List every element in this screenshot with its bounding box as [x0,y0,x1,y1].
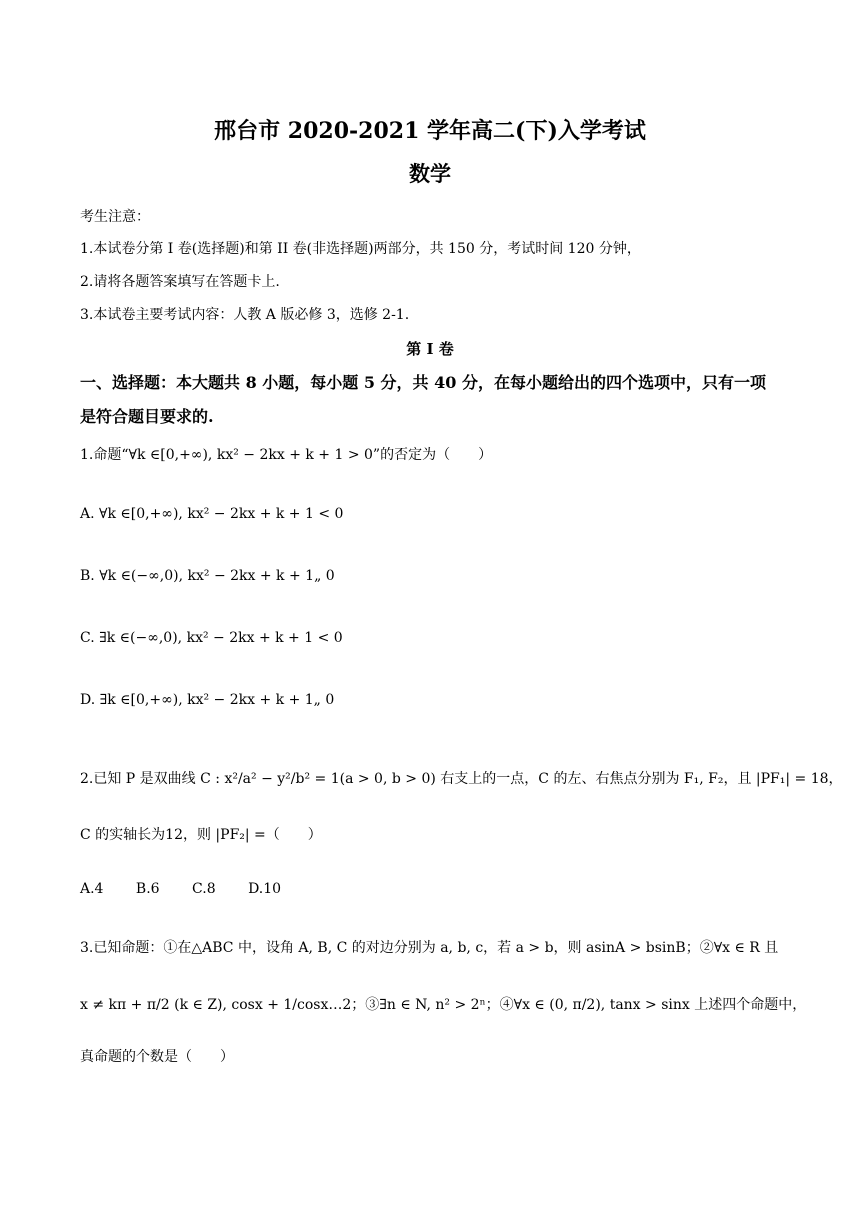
q2-options [80,881,309,897]
exam-subject: 数学 [409,161,451,186]
q2-option-a: A.4 [80,881,104,897]
section-title: 第 I 卷 [406,340,454,358]
q1-option-a: A. ∀k ∈[0,+∞), kx² − 2kx + k + 1 < 0 [80,506,344,522]
q1-option-d: D. ∃k ∈[0,+∞), kx² − 2kx + k + 1„ 0 [80,692,335,708]
q1-option-c: C. ∃k ∈(−∞,0), kx² − 2kx + k + 1 < 0 [80,630,343,646]
notice-item-1: 1.本试卷分第 I 卷(选择题)和第 II 卷(非选择题)两部分，共 150 分，考试时间 120 分钟， [80,241,641,257]
q2-option-b: B.6 [135,881,160,897]
q2-option-d: D.10 [248,881,282,897]
notice-item-3: 3.本试卷主要考试内容：人教 A 版必修 3，选修 2-1. [80,307,410,323]
section-instructions-line2: 是符合题目要求的. [80,407,214,426]
q2-option-c: C.8 [192,881,216,897]
q1-option-b: B. ∀k ∈(−∞,0), kx² − 2kx + k + 1„ 0 [80,568,335,584]
notice-heading: 考生注意： [80,209,150,225]
section-instructions-line1: 一、选择题：本大题共 8 小题，每小题 5 分，共 40 分，在每小题给出的四个选项中，只有一项 [80,373,766,392]
q2-stem-line2: C 的实轴长为12，则 |PF₂| =（ ） [80,827,322,843]
q3-stem-line1: 3.已知命题：①在△ABC 中，设角 A, B, C 的对边分别为 a, b, c，若 a > b，则 asinA > bsinB；②∀x ∈ R 且 [80,940,779,956]
q1-stem: 1.命题“∀k ∈[0,+∞), kx² − 2kx + k + 1 > 0”的否定为（ ） [80,447,493,463]
notice-item-2: 2.请将各题答案填写在答题卡上. [80,274,280,290]
q3-stem-line2: x ≠ kπ + π/2 (k ∈ Z), cosx + 1/cosx…2；③∃n ∈ N, n² > 2ⁿ；④∀x ∈ (0, π/2), tanx > sinx 上述四个命题中， [80,997,807,1013]
q3-stem-line3: 真命题的个数是（ ） [80,1049,234,1065]
exam-title: 邢台市 2020-2021 学年高二(下)入学考试 [214,118,646,144]
q2-stem-line1: 2.已知 P 是双曲线 C : x²/a² − y²/b² = 1(a > 0, b > 0) 右支上的一点，C 的左、右焦点分别为 F₁, F₂，且 |PF₁| = 18， [80,771,843,787]
